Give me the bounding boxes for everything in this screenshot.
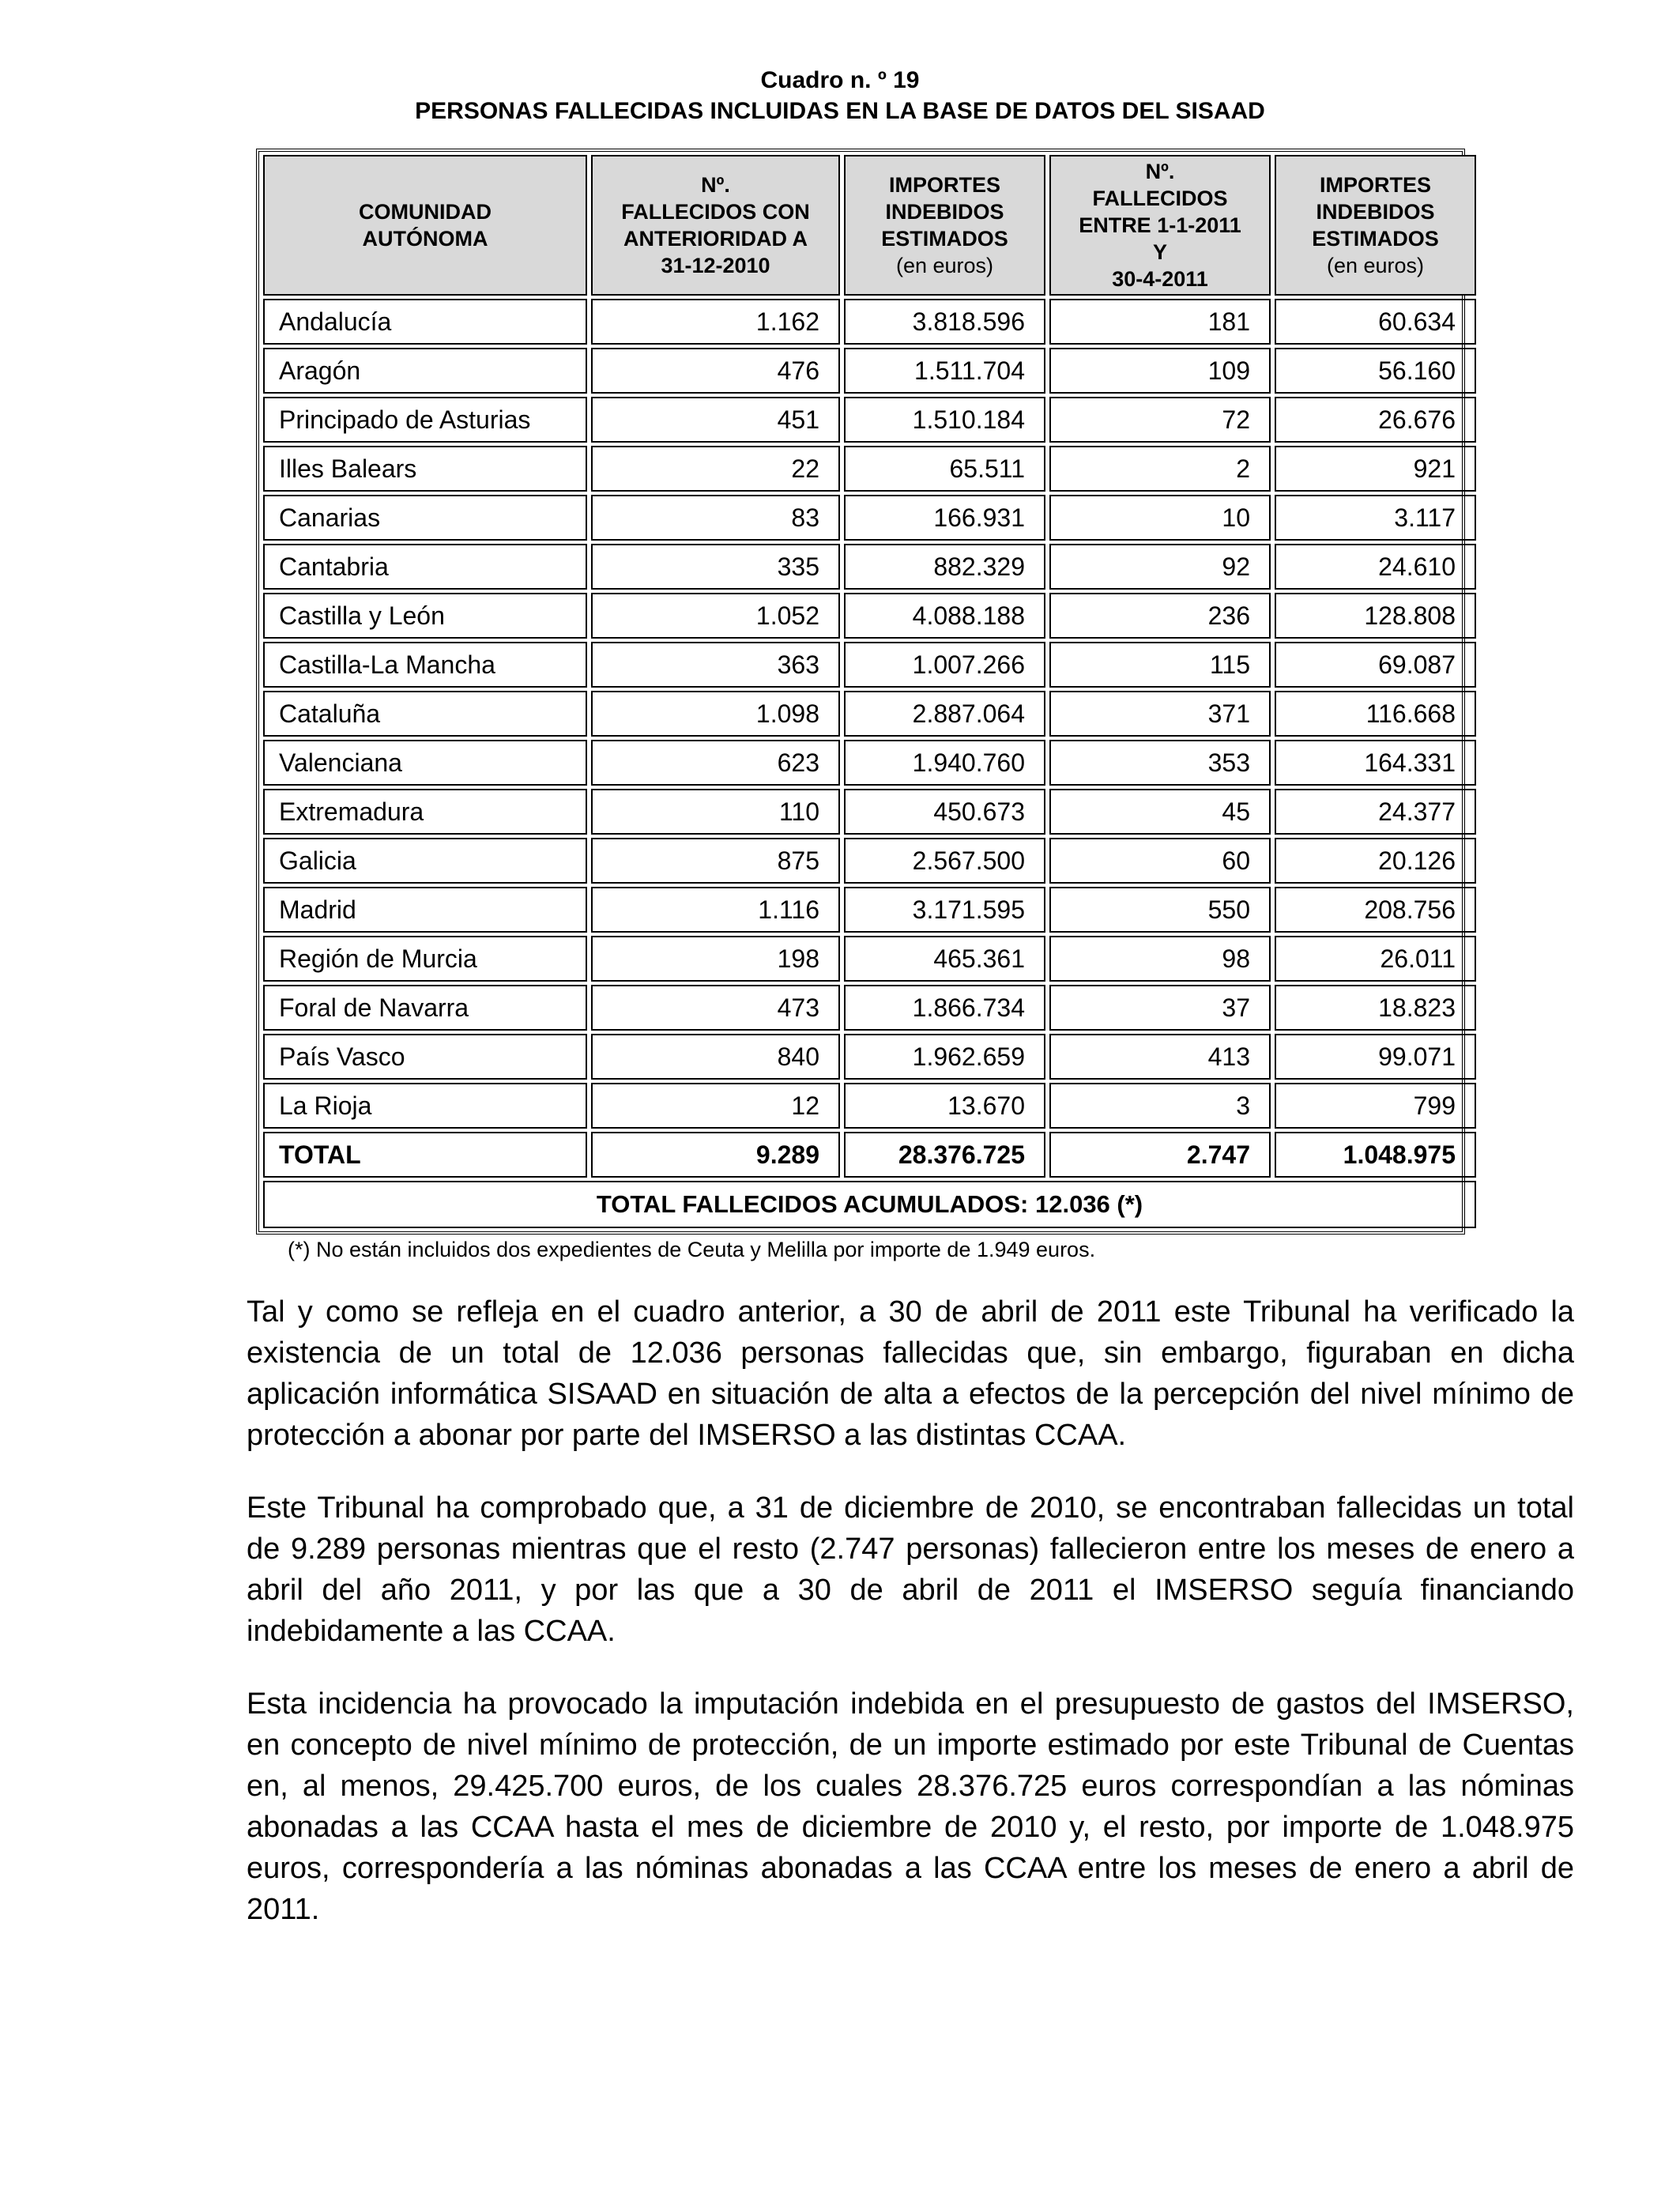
table-accumulated-row: [263, 1181, 1476, 1228]
cell-fallecidos-2011: 109: [1049, 348, 1271, 394]
cell-importes-2010: 1.940.760: [844, 740, 1045, 786]
cell-importes-2010: 465.361: [844, 936, 1045, 982]
table-row: [263, 838, 1476, 884]
cell-importes-2010: 4.088.188: [844, 593, 1045, 639]
cell-importes-2010: 2.887.064: [844, 691, 1045, 737]
cell-importes-2011: 24.610: [1275, 544, 1476, 590]
data-table-frame: [256, 149, 1465, 1235]
paragraph-1: Tal y como se refleja en el cuadro anterior, a 30 de abril de 2011 este Tribunal ha verificado la existencia de un total de 12.036 personas fallecidas que, sin embargo, figuraban en dicha aplicación informática SISAAD en situación de alta a efectos de la percepción del nivel mínimo de protección a abonar por parte del IMSERSO a las distintas CCAA.: [247, 1295, 1574, 1452]
table-row: [263, 691, 1476, 737]
table-caption-block: [0, 65, 1680, 126]
cell-importes-2010: 1.510.184: [844, 397, 1045, 443]
cell-fallecidos-2011: 3: [1049, 1083, 1271, 1129]
cell-importes-2010: 13.670: [844, 1083, 1045, 1129]
table-row: [263, 495, 1476, 541]
table-row: [263, 299, 1476, 345]
cell-fallecidos-2010: 83: [591, 495, 840, 541]
cell-fallecidos-2010: 623: [591, 740, 840, 786]
cell-fallecidos-2011: 353: [1049, 740, 1271, 786]
cell-comunidad: Illes Balears: [263, 446, 587, 492]
column-header-importes-2010: IMPORTES INDEBIDOS ESTIMADOS (en euros): [844, 155, 1045, 296]
cell-fallecidos-2011: 10: [1049, 495, 1271, 541]
cell-comunidad: Extremadura: [263, 789, 587, 835]
cell-importes-2011: 24.377: [1275, 789, 1476, 835]
cell-importes-2010: 1.962.659: [844, 1034, 1045, 1080]
cell-fallecidos-2010: 1.162: [591, 299, 840, 345]
table-row: [263, 936, 1476, 982]
cell-importes-2011: 208.756: [1275, 887, 1476, 933]
cell-importes-2011: 26.011: [1275, 936, 1476, 982]
cell-fallecidos-2011: 115: [1049, 642, 1271, 688]
cell-comunidad: Cataluña: [263, 691, 587, 737]
table-row: [263, 642, 1476, 688]
cell-importes-2011: 116.668: [1275, 691, 1476, 737]
table-footnote: (*) No están incluidos dos expedientes de Ceuta y Melilla por importe de 1.949 euros.: [288, 1238, 1096, 1261]
cell-importes-2011: 164.331: [1275, 740, 1476, 786]
table-row: [263, 887, 1476, 933]
cell-fallecidos-2010: 1.098: [591, 691, 840, 737]
cell-fallecidos-2011: 181: [1049, 299, 1271, 345]
cell-importes-2010: 1.007.266: [844, 642, 1045, 688]
column-header-comunidad: COMUNIDAD AUTÓNOMA: [263, 155, 587, 296]
cell-fallecidos-2010: 12: [591, 1083, 840, 1129]
table-body: [263, 299, 1476, 1129]
table-row: [263, 446, 1476, 492]
cell-importes-2010: 166.931: [844, 495, 1045, 541]
cell-importes-2011: 20.126: [1275, 838, 1476, 884]
cell-fallecidos-2010: 840: [591, 1034, 840, 1080]
cell-importes-2011: 26.676: [1275, 397, 1476, 443]
cell-importes-2011: 921: [1275, 446, 1476, 492]
cell-fallecidos-2011: 37: [1049, 985, 1271, 1031]
cell-fallecidos-2011: 550: [1049, 887, 1271, 933]
data-table: [259, 152, 1480, 1231]
cell-fallecidos-2011: 72: [1049, 397, 1271, 443]
cell-comunidad: Canarias: [263, 495, 587, 541]
cell-fallecidos-2011: 92: [1049, 544, 1271, 590]
column-header-fallecidos-2010: Nº. FALLECIDOS CON ANTERIORIDAD A 31-12-2010: [591, 155, 840, 296]
cell-fallecidos-2010: 110: [591, 789, 840, 835]
cell-importes-2011: 56.160: [1275, 348, 1476, 394]
cell-fallecidos-2011: 413: [1049, 1034, 1271, 1080]
cell-fallecidos-2011: 60: [1049, 838, 1271, 884]
cell-comunidad: Castilla-La Mancha: [263, 642, 587, 688]
paragraph-2: Este Tribunal ha comprobado que, a 31 de diciembre de 2010, se encontraban fallecidas un total de 9.289 personas mientras que el resto (2.747 personas) fallecieron entre los meses de enero a abril del año 2011, y por las que a 30 de abril de 2011 el IMSERSO seguía financiando indebidamente a las CCAA.: [247, 1491, 1574, 1648]
cell-fallecidos-2010: 363: [591, 642, 840, 688]
accumulated-total: TOTAL FALLECIDOS ACUMULADOS: 12.036 (*): [263, 1181, 1476, 1228]
cell-importes-2011: 60.634: [1275, 299, 1476, 345]
total-importes-2010: 28.376.725: [844, 1132, 1045, 1178]
cell-comunidad: Galicia: [263, 838, 587, 884]
cell-fallecidos-2010: 473: [591, 985, 840, 1031]
cell-comunidad: Foral de Navarra: [263, 985, 587, 1031]
table-row: [263, 544, 1476, 590]
cell-comunidad: La Rioja: [263, 1083, 587, 1129]
cell-comunidad: Principado de Asturias: [263, 397, 587, 443]
cell-fallecidos-2010: 476: [591, 348, 840, 394]
table-row: [263, 1083, 1476, 1129]
cell-fallecidos-2010: 1.116: [591, 887, 840, 933]
cell-comunidad: Castilla y León: [263, 593, 587, 639]
cell-fallecidos-2011: 236: [1049, 593, 1271, 639]
column-header-importes-2011: IMPORTES INDEBIDOS ESTIMADOS (en euros): [1275, 155, 1476, 296]
cell-fallecidos-2010: 451: [591, 397, 840, 443]
total-fallecidos-2010: 9.289: [591, 1132, 840, 1178]
cell-comunidad: País Vasco: [263, 1034, 587, 1080]
cell-fallecidos-2011: 45: [1049, 789, 1271, 835]
cell-fallecidos-2010: 335: [591, 544, 840, 590]
cell-fallecidos-2011: 98: [1049, 936, 1271, 982]
cell-importes-2011: 99.071: [1275, 1034, 1476, 1080]
cell-importes-2011: 69.087: [1275, 642, 1476, 688]
cell-fallecidos-2010: 22: [591, 446, 840, 492]
table-total-row: [263, 1132, 1476, 1178]
cell-fallecidos-2011: 2: [1049, 446, 1271, 492]
cell-importes-2011: 18.823: [1275, 985, 1476, 1031]
table-row: [263, 985, 1476, 1031]
cell-comunidad: Andalucía: [263, 299, 587, 345]
table-title: PERSONAS FALLECIDAS INCLUIDAS EN LA BASE DE DATOS DEL SISAAD: [415, 98, 1265, 124]
cell-fallecidos-2010: 875: [591, 838, 840, 884]
table-row: [263, 740, 1476, 786]
cell-fallecidos-2011: 371: [1049, 691, 1271, 737]
total-importes-2011: 1.048.975: [1275, 1132, 1476, 1178]
cell-fallecidos-2010: 1.052: [591, 593, 840, 639]
cell-comunidad: Valenciana: [263, 740, 587, 786]
cell-importes-2010: 3.171.595: [844, 887, 1045, 933]
table-row: [263, 789, 1476, 835]
cell-importes-2010: 2.567.500: [844, 838, 1045, 884]
table-row: [263, 348, 1476, 394]
table-row: [263, 1034, 1476, 1080]
cell-comunidad: Madrid: [263, 887, 587, 933]
cell-importes-2010: 1.866.734: [844, 985, 1045, 1031]
cell-importes-2010: 3.818.596: [844, 299, 1045, 345]
cell-importes-2011: 799: [1275, 1083, 1476, 1129]
cell-importes-2011: 128.808: [1275, 593, 1476, 639]
table-caption: Cuadro n. º 19: [760, 67, 920, 93]
cell-fallecidos-2010: 198: [591, 936, 840, 982]
cell-importes-2010: 882.329: [844, 544, 1045, 590]
cell-importes-2010: 1.511.704: [844, 348, 1045, 394]
cell-importes-2010: 65.511: [844, 446, 1045, 492]
paragraph-3: Esta incidencia ha provocado la imputación indebida en el presupuesto de gastos del IMSERSO, en concepto de nivel mínimo de protección, de un importe estimado por este Tribunal de Cuentas en, al menos, 29.425.700 euros, de los cuales 28.376.725 euros correspondían a las nóminas abonadas a las CCAA hasta el mes de diciembre de 2010 y, el resto, por importe de 1.048.975 euros, correspondería a las nóminas abonadas a las CCAA entre los meses de enero a abril de 2011.: [247, 1687, 1574, 1926]
total-label: TOTAL: [263, 1132, 587, 1178]
cell-comunidad: Aragón: [263, 348, 587, 394]
cell-importes-2010: 450.673: [844, 789, 1045, 835]
cell-comunidad: Región de Murcia: [263, 936, 587, 982]
cell-importes-2011: 3.117: [1275, 495, 1476, 541]
table-row: [263, 593, 1476, 639]
total-fallecidos-2011: 2.747: [1049, 1132, 1271, 1178]
cell-comunidad: Cantabria: [263, 544, 587, 590]
column-header-fallecidos-2011: Nº. FALLECIDOS ENTRE 1-1-2011 Y 30-4-2011: [1049, 155, 1271, 296]
table-row: [263, 397, 1476, 443]
table-header-row: [263, 155, 1476, 296]
